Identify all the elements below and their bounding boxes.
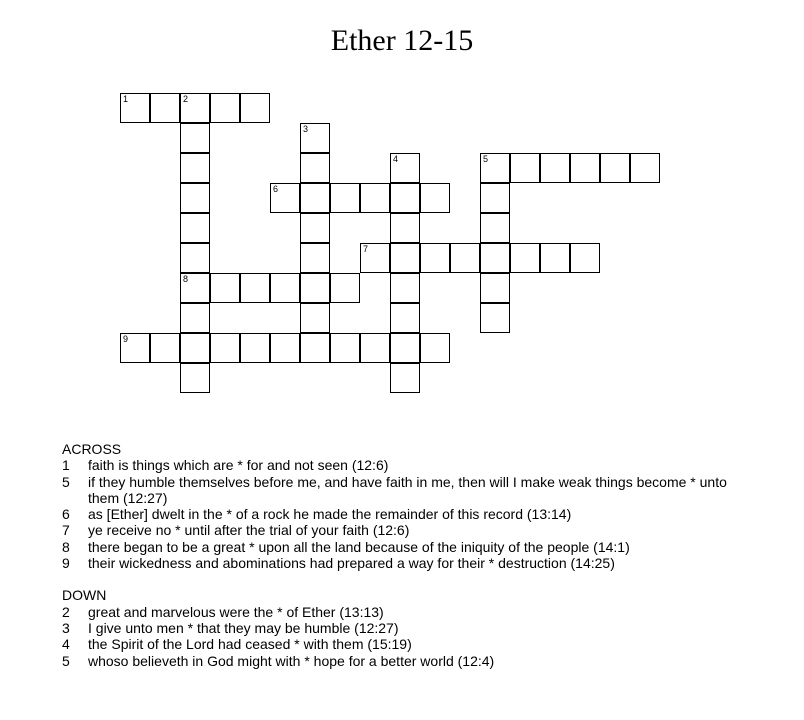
grid-cell[interactable] xyxy=(360,333,390,363)
grid-cell[interactable] xyxy=(300,273,330,303)
grid-cell[interactable] xyxy=(360,243,390,273)
clues-section xyxy=(62,441,738,669)
grid-cell[interactable] xyxy=(570,243,600,273)
cell-number: 1 xyxy=(123,94,129,104)
grid-cell[interactable] xyxy=(240,333,270,363)
grid-cell[interactable] xyxy=(300,183,330,213)
grid-cell[interactable] xyxy=(270,333,300,363)
cell-number: 2 xyxy=(183,94,189,104)
clue-number: 6 xyxy=(62,506,70,523)
cell-number: 5 xyxy=(483,154,489,164)
grid-cell[interactable] xyxy=(300,303,330,333)
grid-cell[interactable] xyxy=(330,183,360,213)
clue-row xyxy=(62,653,738,669)
cell-number: 9 xyxy=(123,334,129,344)
grid-cell[interactable] xyxy=(150,333,180,363)
clue-text: great and marvelous were the * of Ether (13:13) xyxy=(88,603,384,620)
clue-row xyxy=(62,555,738,571)
grid-cell[interactable] xyxy=(210,333,240,363)
grid-cell[interactable] xyxy=(390,243,420,273)
clue-text: faith is things which are * for and not seen (12:6) xyxy=(88,457,389,474)
grid-cell[interactable] xyxy=(180,273,210,303)
grid-cell[interactable] xyxy=(390,333,420,363)
grid-cell[interactable] xyxy=(420,243,450,273)
grid-cell[interactable] xyxy=(330,333,360,363)
grid-cell[interactable] xyxy=(450,243,480,273)
grid-cell[interactable] xyxy=(390,363,420,393)
cell-number: 4 xyxy=(393,154,399,164)
clue-text: as [Ether] dwelt in the * of a rock he made the remainder of this record (13:14) xyxy=(88,506,572,523)
grid-cell[interactable] xyxy=(390,183,420,213)
clue-text: their wickedness and abominations had prepared a way for their * destruction (14:25) xyxy=(88,555,615,572)
grid-cell[interactable] xyxy=(270,273,300,303)
grid-cell[interactable] xyxy=(240,93,270,123)
clue-number: 8 xyxy=(62,538,70,555)
clue-number: 5 xyxy=(62,652,70,669)
grid-cell[interactable] xyxy=(180,183,210,213)
grid-cell[interactable] xyxy=(150,93,180,123)
grid-cell[interactable] xyxy=(480,303,510,333)
grid-cell[interactable] xyxy=(510,153,540,183)
clue-row xyxy=(62,457,738,473)
grid-cell[interactable] xyxy=(630,153,660,183)
grid-cell[interactable] xyxy=(270,183,300,213)
grid-cell[interactable] xyxy=(480,273,510,303)
grid-cell[interactable] xyxy=(300,153,330,183)
across-clue-list xyxy=(62,457,738,571)
grid-cell[interactable] xyxy=(180,363,210,393)
grid-cell[interactable] xyxy=(180,303,210,333)
clue-text: if they humble themselves before me, and have faith in me, then will I make weak things become * unto them (12:27) xyxy=(88,473,727,506)
clue-text: there began to be a great * upon all the land because of the iniquity of the people (14:1) xyxy=(88,538,630,555)
clue-text: the Spirit of the Lord had ceased * with them (15:19) xyxy=(88,636,412,653)
clue-number: 5 xyxy=(62,473,70,490)
grid-cell[interactable] xyxy=(480,183,510,213)
clue-row xyxy=(62,604,738,620)
grid-cell[interactable] xyxy=(240,273,270,303)
cell-number: 8 xyxy=(183,274,189,284)
grid-cell[interactable] xyxy=(390,213,420,243)
clue-number: 7 xyxy=(62,522,70,539)
clue-number: 1 xyxy=(62,457,70,474)
grid-cell[interactable] xyxy=(480,243,510,273)
grid-cell[interactable] xyxy=(420,333,450,363)
grid-cell[interactable] xyxy=(300,123,330,153)
across-heading: ACROSS xyxy=(62,441,122,457)
grid-cell[interactable] xyxy=(420,183,450,213)
clue-row xyxy=(62,522,738,538)
grid-cell[interactable] xyxy=(180,333,210,363)
clue-number: 9 xyxy=(62,555,70,572)
grid-cell[interactable] xyxy=(390,273,420,303)
grid-cell[interactable] xyxy=(570,153,600,183)
clue-text: whoso believeth in God might with * hope for a better world (12:4) xyxy=(88,652,495,669)
grid-cell[interactable] xyxy=(360,183,390,213)
clue-row xyxy=(62,474,738,507)
grid-cell[interactable] xyxy=(390,303,420,333)
clue-row xyxy=(62,539,738,555)
grid-cell[interactable] xyxy=(600,153,630,183)
grid-cell[interactable] xyxy=(180,153,210,183)
clue-number: 3 xyxy=(62,619,70,636)
grid-cell[interactable] xyxy=(480,213,510,243)
clue-number: 4 xyxy=(62,636,70,653)
grid-cell[interactable] xyxy=(120,93,150,123)
down-heading: DOWN xyxy=(62,587,107,604)
cell-number: 3 xyxy=(303,124,309,134)
grid-cell[interactable] xyxy=(180,213,210,243)
grid-cell[interactable] xyxy=(300,243,330,273)
grid-cell[interactable] xyxy=(510,243,540,273)
section-spacer xyxy=(62,571,738,587)
grid-cell[interactable] xyxy=(330,273,360,303)
cell-number: 6 xyxy=(273,184,279,194)
clue-text: ye receive no * until after the trial of your faith (12:6) xyxy=(88,522,410,539)
grid-cell[interactable] xyxy=(540,243,570,273)
clue-text: I give unto men * that they may be humble (12:27) xyxy=(88,619,399,636)
grid-cell[interactable] xyxy=(300,213,330,243)
clue-row xyxy=(62,506,738,522)
grid-cell[interactable] xyxy=(120,333,150,363)
grid-cell[interactable] xyxy=(180,93,210,123)
grid-cell[interactable] xyxy=(540,153,570,183)
clue-number: 2 xyxy=(62,603,70,620)
grid-cell[interactable] xyxy=(300,333,330,363)
grid-cell[interactable] xyxy=(480,153,510,183)
down-clue-list xyxy=(62,604,738,669)
grid-cell[interactable] xyxy=(390,153,420,183)
clue-row xyxy=(62,636,738,652)
page-title: Ether 12-15 xyxy=(330,24,474,57)
grid-cell[interactable] xyxy=(180,243,210,273)
grid-cell[interactable] xyxy=(210,273,240,303)
cell-number: 7 xyxy=(363,244,369,254)
clue-row xyxy=(62,620,738,636)
grid-cell[interactable] xyxy=(210,93,240,123)
grid-cell[interactable] xyxy=(180,123,210,153)
